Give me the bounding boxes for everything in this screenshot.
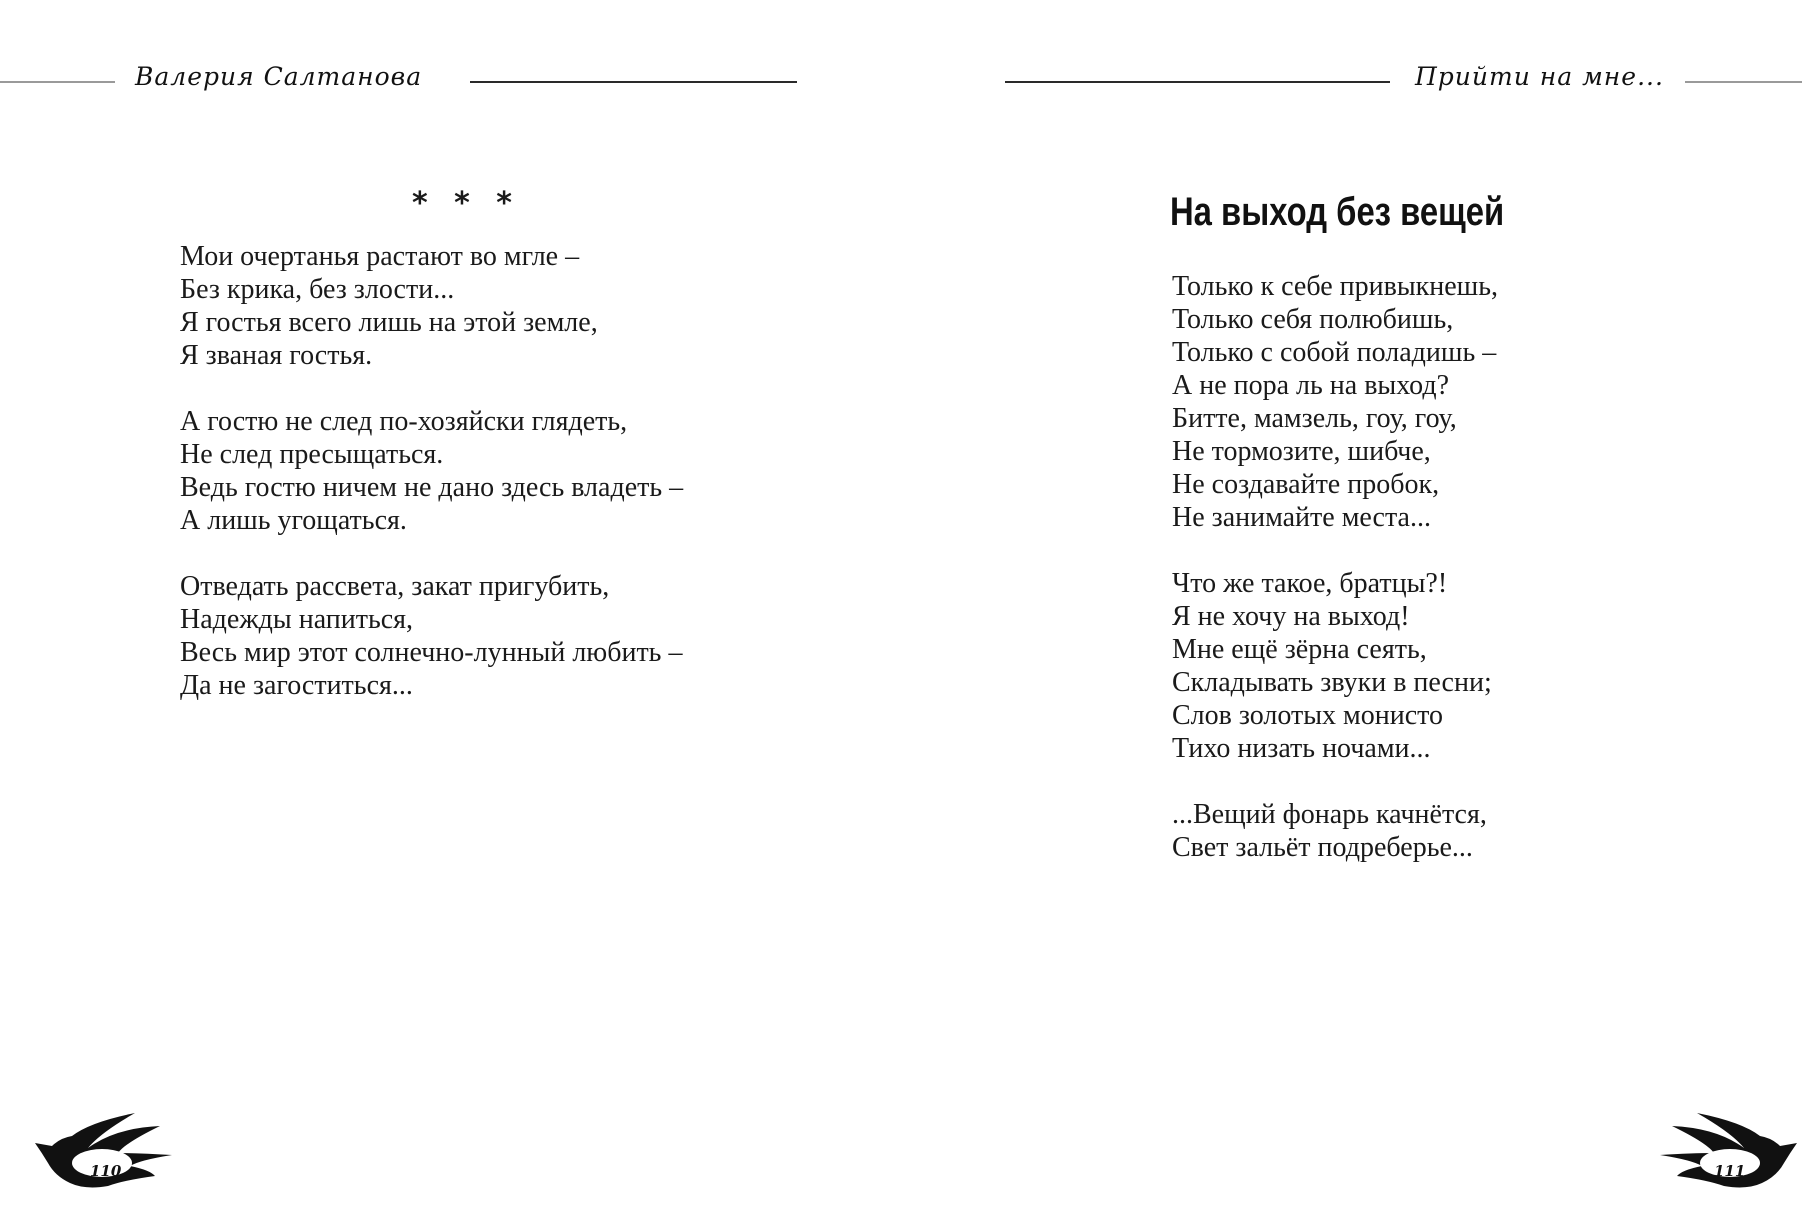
poem-line: Не след пресыщаться. [180,439,444,470]
poem-line: Мои очертанья растают во мгле – [180,241,580,272]
poem-line: Я не хочу на выход! [1172,601,1410,632]
poem-line: Я гостья всего лишь на этой земле, [180,307,598,338]
right-poem [1172,270,1498,897]
poem-line: ...Вещий фонарь качнётся, [1172,799,1487,830]
poem-line: А гостю не след по-хозяйски глядеть, [180,406,628,437]
page-number-label: 111 [1714,1162,1746,1180]
poem-line: Только к себе привыкнешь, [1172,271,1499,302]
swallow-icon [1652,1108,1802,1198]
stanza [180,240,683,372]
page-number-label: 110 [90,1162,122,1180]
poem-line: Только себя полюбишь, [1172,304,1454,335]
stanza [1172,798,1498,864]
poem-line: Я званая гостья. [180,340,373,371]
poem-line: Без крика, без злости... [180,274,455,305]
poem-line: Битте, мамзель, гоу, гоу, [1172,403,1457,434]
poem-line: А лишь угощаться. [180,505,407,536]
poem-line: Мне ещё зёрна сеять, [1172,634,1427,665]
poem-line: Отведать рассвета, закат пригубить, [180,571,610,602]
poem-line: Не создавайте пробок, [1172,469,1440,500]
poem-line: Не тормозите, шибче, [1172,436,1431,467]
poem-line: Только с собой поладишь – [1172,337,1497,368]
poem-line: Надежды напиться, [180,604,414,635]
poem-line: Не занимайте места... [1172,502,1431,533]
poem-line: Свет зальёт подреберье... [1172,832,1473,863]
header-rule-left-inner [470,81,797,83]
poem-separator-asterisks: * * * [412,186,520,221]
swallow-icon [30,1108,180,1198]
page-number-left [30,1108,180,1198]
stanza [180,570,683,702]
header-rule-right-outer [1685,81,1802,83]
stanza [1172,270,1498,534]
running-head-book-title: Прийти на мне... [1415,62,1664,91]
running-head-author: Валерия Салтанова [135,62,423,91]
poem-line: Тихо низать ночами... [1172,733,1431,764]
header-rule-right-inner [1005,81,1390,83]
poem-line: Да не загоститься... [180,670,413,701]
poem-line: Ведь гостю ничем не дано здесь владеть – [180,472,684,503]
poem-line: А не пора ль на выход? [1172,370,1450,401]
left-poem [180,240,683,735]
poem-line: Весь мир этот солнечно-лунный любить – [180,637,683,668]
poem-line: Слов золотых монисто [1172,700,1444,731]
page-number-right [1652,1108,1802,1198]
stanza [180,405,683,537]
header-rule-left-outer [0,81,115,83]
poem-line: Складывать звуки в песни; [1172,667,1492,698]
poem-title: На выход без вещей [1170,190,1505,234]
poem-line: Что же такое, братцы?! [1172,568,1448,599]
stanza [1172,567,1498,765]
